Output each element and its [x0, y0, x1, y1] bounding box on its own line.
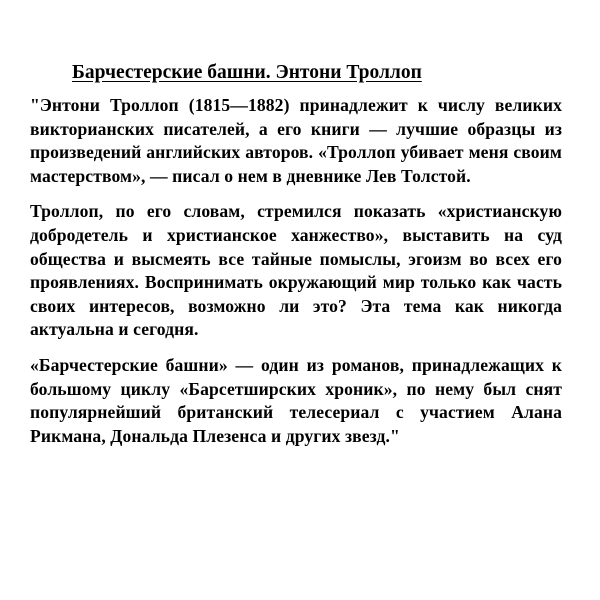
paragraph-3: «Барчестерские башни» — один из романов, принадлежащих к большому циклу «Барсетширских хроник», по нему был снят популярнейший британский телесериал с участием Алана Рикмана, Дональда Плезенса и других звезд.": [30, 354, 562, 446]
document-page: [30, 58, 562, 460]
paragraph-2: Троллоп, по его словам, стремился показать «христианскую добродетель и христианское ханжество», выставить на суд общества и высмеять все тайные помыслы, эгоизм во всех его проявлениях. Воспринимать окружающий мир только как часть своих интересов, возможно ли это? Эта тема как никогда актуальна и сегодня.: [30, 201, 562, 340]
document-title: Барчестерские башни. Энтони Троллоп: [72, 62, 422, 83]
paragraph-1: "Энтони Троллоп (1815—1882) принадлежит к числу великих викторианских писателей, а его книги — лучшие образцы из произведений английских авторов. «Троллоп убивает меня своим мастерством», — писал о нем в дневнике Лев Толстой.: [30, 95, 562, 186]
